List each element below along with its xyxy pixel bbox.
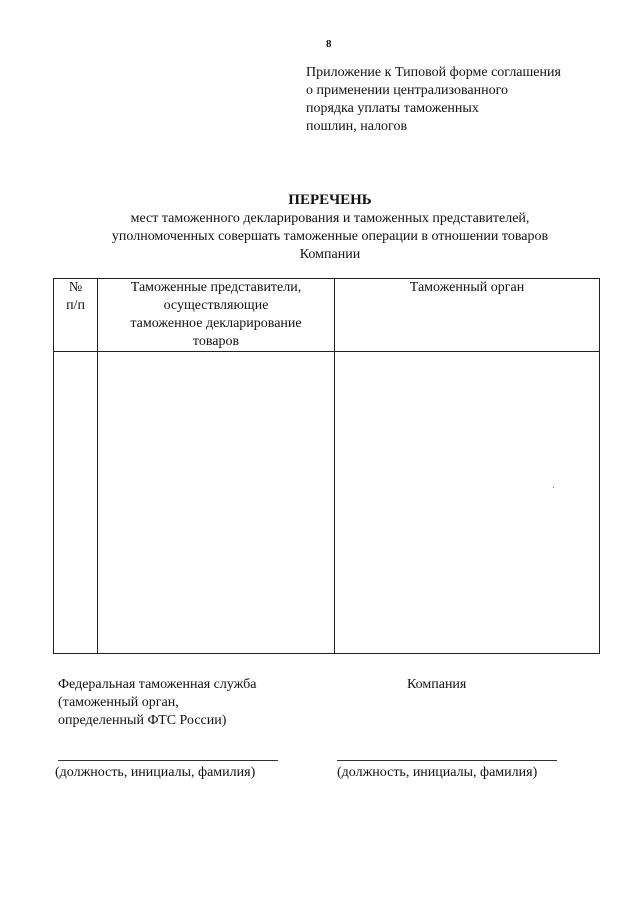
signature-caption-customs: (должность, инициалы, фамилия) (55, 765, 256, 780)
signature-line-customs (58, 760, 278, 761)
header-customs-body-line: Таможенный орган (409, 280, 525, 295)
header-number-line: № (68, 280, 83, 295)
subtitle-line: мест таможенного декларирования и таможенных представителей, (130, 211, 530, 226)
table-header-row (54, 279, 600, 352)
appendix-line: Приложение к Типовой форме соглашения (306, 65, 561, 80)
signature-customs-line: Федеральная таможенная служба (58, 677, 257, 692)
appendix-line: о применении централизованного (306, 83, 509, 98)
document-title: ПЕРЕЧЕНЬ (288, 192, 372, 208)
header-representatives-line: таможенное декларирование (130, 316, 302, 331)
appendix-line: пошлин, налогов (306, 119, 408, 134)
appendix-line: порядка уплаты таможенных (306, 101, 479, 116)
signature-customs-line: определенный ФТС России) (58, 713, 227, 728)
page-number: 8 (326, 38, 332, 50)
header-number (54, 279, 98, 352)
header-representatives-line: осуществляющие (163, 298, 269, 313)
list-table (53, 278, 600, 654)
table-row (54, 352, 600, 654)
signature-caption-company: (должность, инициалы, фамилия) (337, 765, 538, 780)
header-representatives-line: Таможенные представители, (130, 280, 302, 295)
header-representatives-line: товаров (192, 334, 240, 349)
table-cell-customs-body (335, 352, 600, 654)
scan-speck (553, 487, 554, 488)
appendix-note (306, 64, 561, 136)
table-cell-representatives (98, 352, 335, 654)
title-block (60, 190, 600, 264)
signature-customs-line: (таможенный орган, (58, 695, 179, 710)
subtitle-line: Компании (299, 247, 361, 262)
header-representatives (98, 279, 335, 352)
signature-block-customs (58, 676, 256, 730)
signature-block-company: Компания (407, 677, 467, 692)
table-cell-number (54, 352, 98, 654)
subtitle-line: уполномоченных совершать таможенные операции в отношении товаров (111, 229, 549, 244)
signature-line-company (337, 760, 557, 761)
header-customs-body (335, 279, 600, 352)
document-subtitle (60, 210, 600, 264)
header-number-line: п/п (66, 298, 85, 313)
